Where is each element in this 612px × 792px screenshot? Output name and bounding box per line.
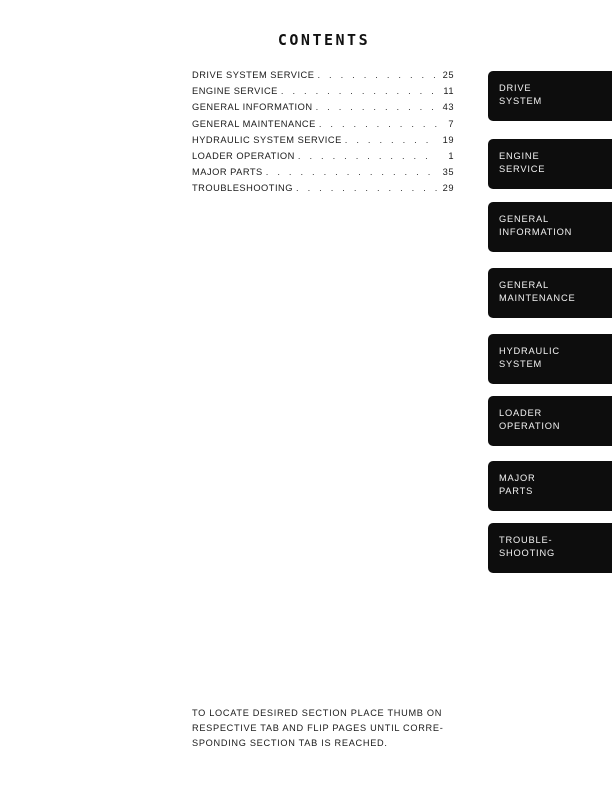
- toc-entry-page: 7: [448, 118, 454, 129]
- tab-troubleshooting[interactable]: [488, 523, 612, 573]
- toc-entry-label: GENERAL INFORMATION: [192, 102, 313, 113]
- toc-entry-label: ENGINE SERVICE: [192, 86, 278, 97]
- tab-engine-service[interactable]: [488, 139, 612, 189]
- tab-label-line: TROUBLE-: [499, 535, 553, 545]
- tab-label-line: OPERATION: [499, 420, 561, 431]
- toc-entry-label: HYDRAULIC SYSTEM SERVICE: [192, 134, 342, 145]
- toc-leader-dots: [266, 167, 437, 177]
- toc-entry-loader-operation[interactable]: [192, 151, 454, 167]
- tab-label-line: LOADER: [499, 408, 543, 418]
- toc-leader-dots: [298, 151, 437, 161]
- tab-label-line: SERVICE: [499, 163, 546, 174]
- tab-label-line: DRIVE: [499, 83, 532, 93]
- toc-entry-engine-service[interactable]: [192, 86, 454, 102]
- toc-entry-label: TROUBLESHOOTING: [192, 183, 293, 194]
- instructions-line: TO LOCATE DESIRED SECTION PLACE THUMB ON: [192, 708, 443, 718]
- tab-general-information[interactable]: [488, 202, 612, 252]
- toc-leader-dots: [296, 183, 437, 193]
- section-tabs: [488, 0, 612, 792]
- instructions-line: SPONDING SECTION TAB IS REACHED.: [192, 738, 388, 748]
- toc-entry-page: 43: [442, 102, 454, 113]
- toc-entry-label: GENERAL MAINTENANCE: [192, 118, 316, 129]
- toc-leader-dots: [317, 70, 437, 80]
- toc-entry-general-maintenance[interactable]: [192, 119, 454, 135]
- toc-leader-dots: [316, 102, 437, 112]
- table-of-contents: [192, 70, 454, 200]
- toc-entry-label: MAJOR PARTS: [192, 167, 263, 178]
- toc-entry-label: DRIVE SYSTEM SERVICE: [192, 70, 315, 80]
- tab-label-line: MAJOR: [499, 473, 536, 483]
- tab-label-line: MAINTENANCE: [499, 292, 576, 303]
- tab-label-line: GENERAL: [499, 214, 550, 224]
- toc-entry-drive-system-service[interactable]: [192, 70, 454, 86]
- tab-label-line: GENERAL: [499, 280, 550, 290]
- tab-major-parts[interactable]: [488, 461, 612, 511]
- toc-leader-dots: [319, 119, 437, 129]
- toc-entry-page: 11: [443, 86, 454, 97]
- toc-entry-page: 35: [442, 167, 454, 178]
- tab-label-line: SYSTEM: [499, 95, 543, 106]
- toc-leader-dots: [345, 135, 437, 145]
- page-title: CONTENTS: [277, 31, 371, 49]
- toc-entry-major-parts[interactable]: [192, 167, 454, 183]
- toc-entry-page: 19: [442, 134, 454, 145]
- tab-label-line: SHOOTING: [499, 547, 555, 558]
- tab-general-maintenance[interactable]: [488, 268, 612, 318]
- toc-entry-page: 1: [448, 150, 454, 161]
- toc-entry-general-information[interactable]: [192, 102, 454, 118]
- tab-label-line: PARTS: [499, 485, 534, 496]
- tab-label-line: HYDRAULIC: [499, 346, 560, 356]
- tab-label-line: SYSTEM: [499, 358, 543, 369]
- tab-loader-operation[interactable]: [488, 396, 612, 446]
- toc-leader-dots: [281, 86, 437, 96]
- tab-drive-system[interactable]: [488, 71, 612, 121]
- tab-label-line: ENGINE: [499, 151, 540, 161]
- tab-usage-instructions: [192, 706, 467, 751]
- tab-hydraulic-system[interactable]: [488, 334, 612, 384]
- toc-entry-troubleshooting[interactable]: [192, 183, 454, 199]
- toc-entry-hydraulic-system-service[interactable]: [192, 135, 454, 151]
- toc-entry-page: 29: [442, 183, 454, 194]
- tab-label-line: INFORMATION: [499, 226, 573, 237]
- toc-entry-page: 25: [442, 70, 454, 80]
- toc-entry-label: LOADER OPERATION: [192, 150, 295, 161]
- instructions-line: RESPECTIVE TAB AND FLIP PAGES UNTIL CORRE-: [192, 723, 444, 733]
